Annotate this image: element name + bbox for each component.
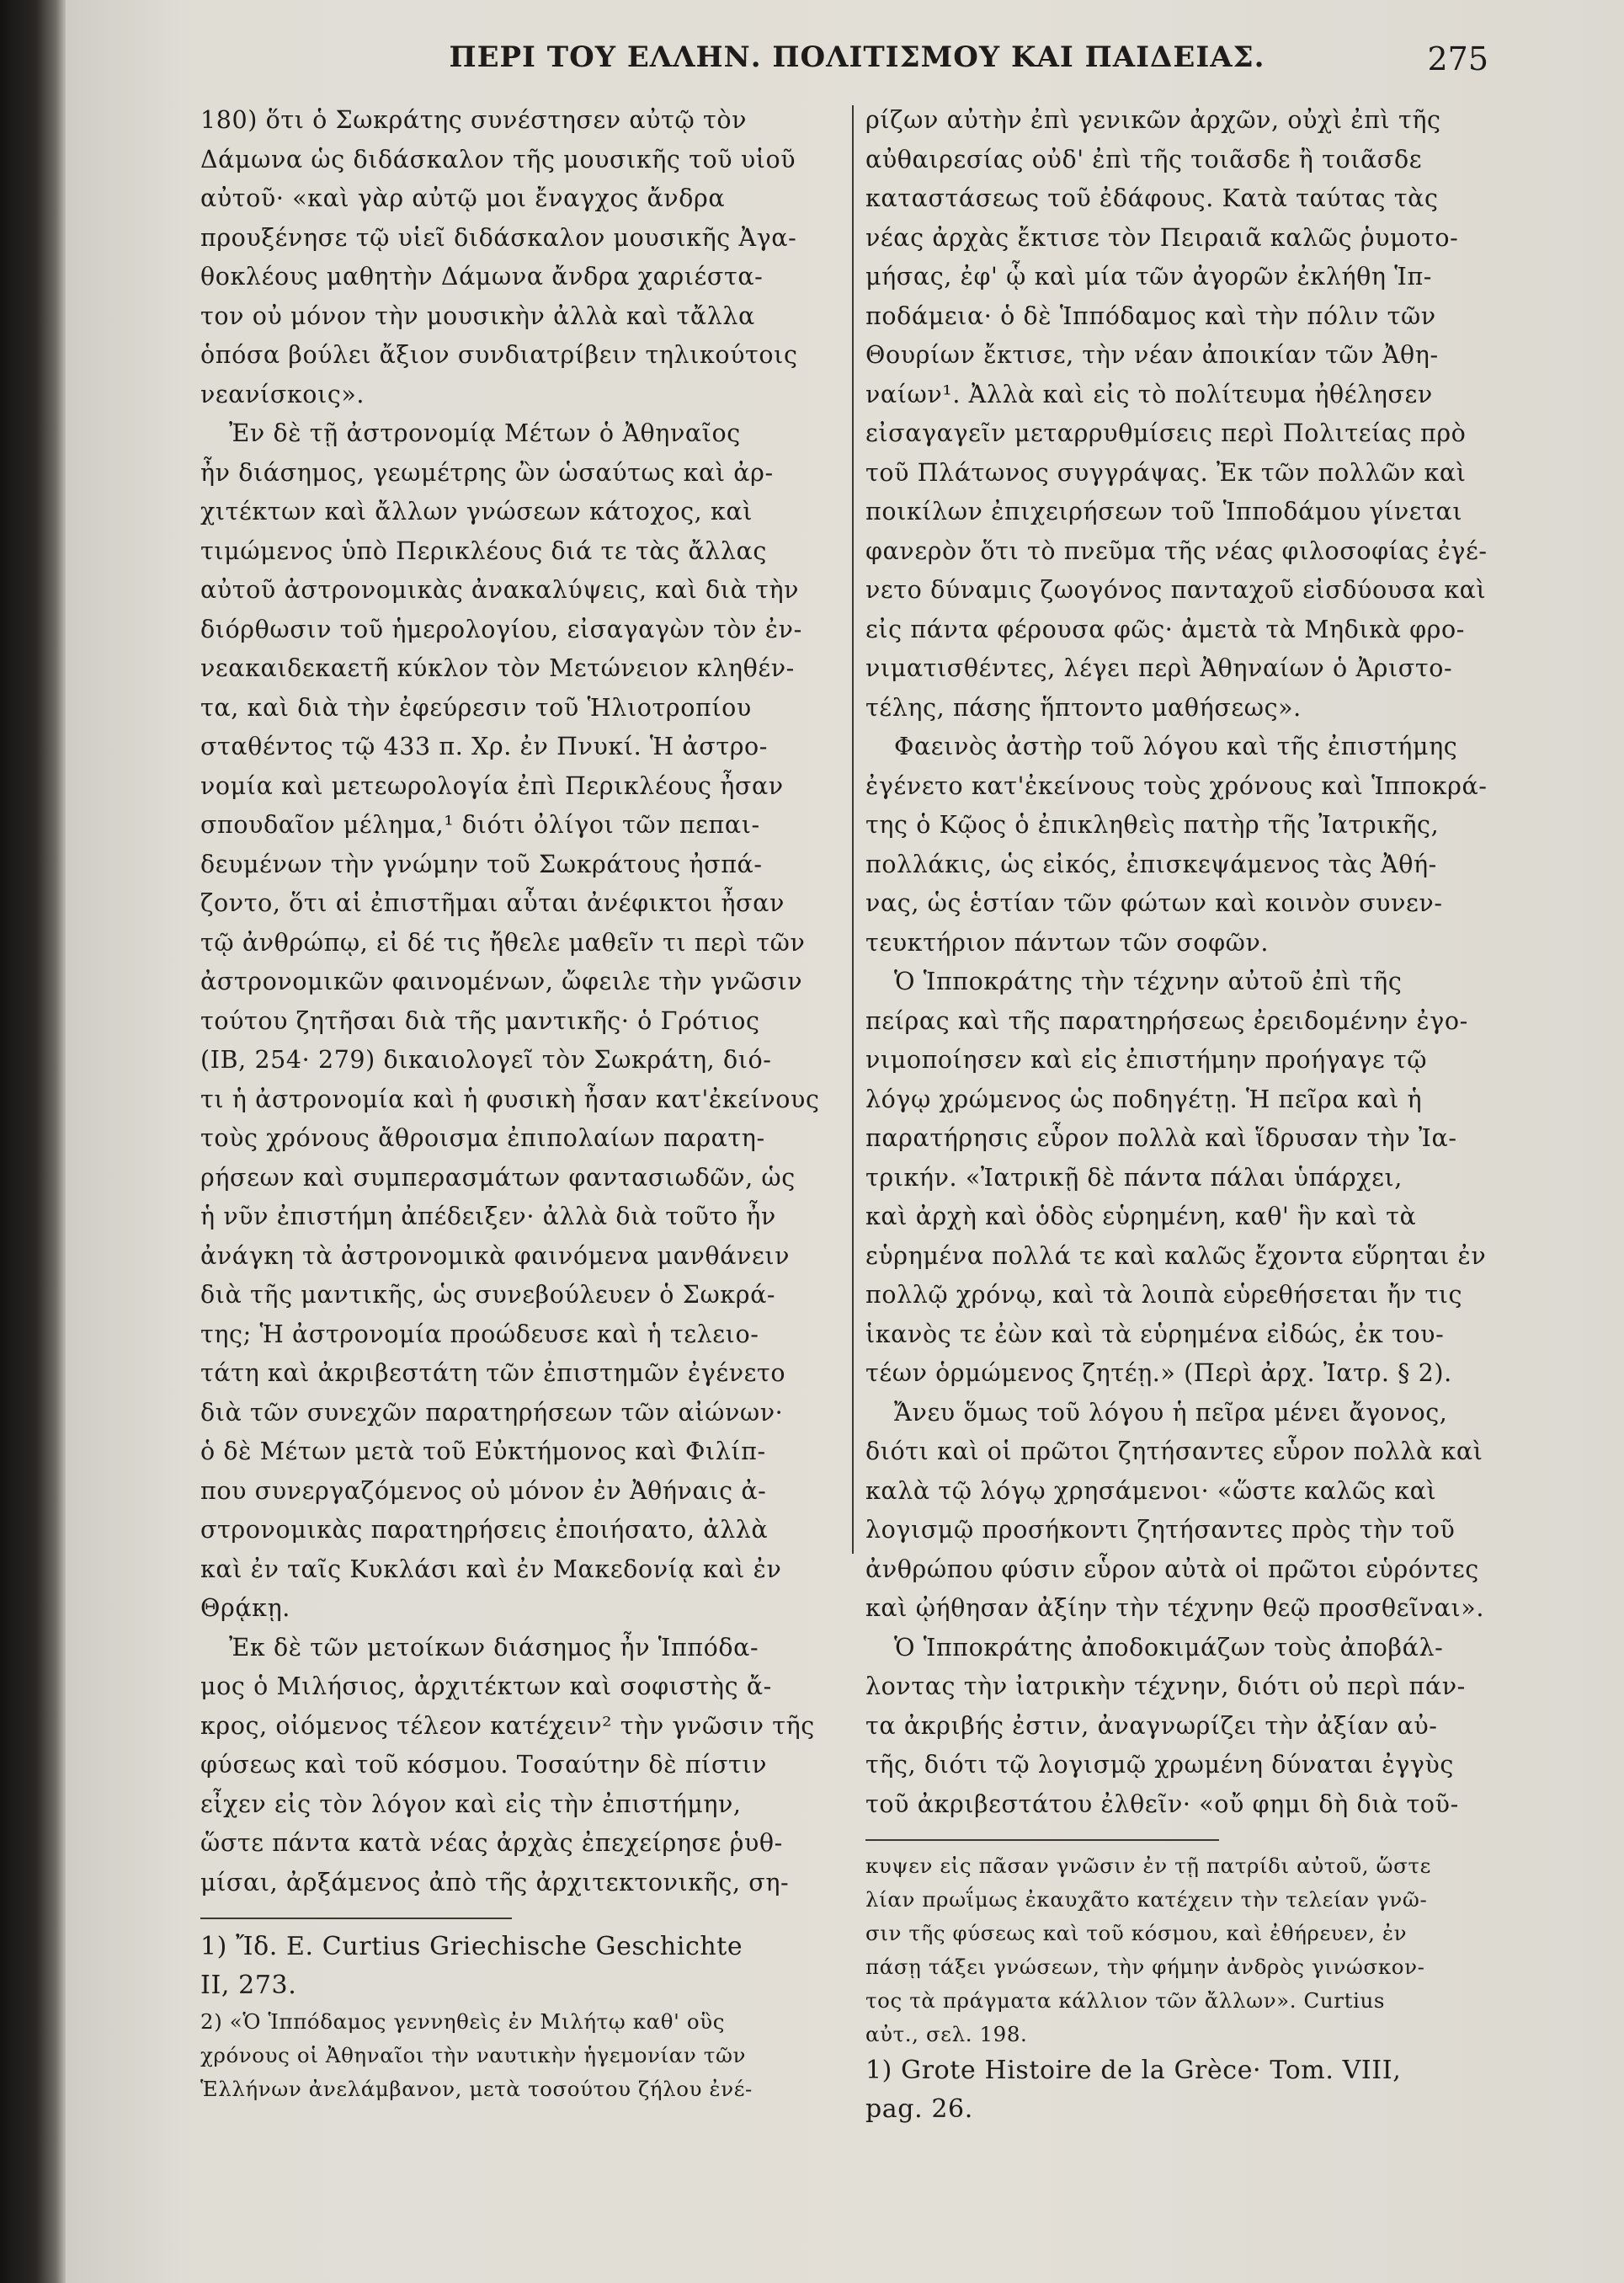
text-line: καλὰ τῷ λόγῳ χρησάμενοι· «ὥστε καλῶς καὶ	[865, 1476, 1437, 1505]
text-line: αὐτοῦ· «καὶ γὰρ αὐτῷ μοι ἔναγχος ἄνδρα	[200, 184, 726, 212]
footnote-line: κυψεν εἰς πᾶσαν γνῶσιν ἐν τῇ πατρίδι αὐτοῦ, ὥστε	[865, 1854, 1431, 1878]
text-line: ἡ νῦν ἐπιστήμη ἀπέδειξεν· ἀλλὰ διὰ τοῦτο ἦν	[200, 1203, 776, 1230]
text-line: τοῦ Πλάτωνος συγγράψας. Ἐκ τῶν πολλῶν καὶ	[865, 458, 1467, 487]
text-line: ὥστε πάντα κατὰ νέας ἀρχὰς ἐπεχείρησε ῥυθ-	[200, 1829, 783, 1857]
page-number: 275	[1427, 40, 1488, 77]
text-line: ὁπόσα βούλει ἄξιον συνδιατρίβειν τηλικούτοις	[200, 341, 798, 369]
text-line: διὰ τῆς μαντικῆς, ὡς συνεβούλευεν ὁ Σωκρά-	[200, 1281, 776, 1309]
text-line: 180) ὅτι ὁ Σωκράτης συνέστησεν αὐτῷ τὸν	[200, 106, 748, 134]
text-line: καὶ ἐν ταῖς Κυκλάσι καὶ ἐν Μακεδονίᾳ καὶ ἐν	[200, 1555, 782, 1583]
text-line: ποδάμεια· ὁ δὲ Ἱππόδαμος καὶ τὴν πόλιν τῶν	[865, 301, 1436, 330]
text-line: ἀστρονομικῶν φαινομένων, ὤφειλε τὴν γνῶσιν	[200, 968, 803, 995]
text-line: τοὺς χρόνους ἄθροισμα ἐπιπολαίων παρατη-	[200, 1124, 765, 1152]
text-line: Ἐκ δὲ τῶν μετοίκων διάσημος ἦν Ἱππόδα-	[229, 1633, 759, 1662]
right-column	[865, 101, 1522, 2240]
text-line: ναίων¹. Ἀλλὰ καὶ εἰς τὸ πολίτευμα ἠθέλησεν	[865, 380, 1433, 408]
text-line: διὰ τῶν συνεχῶν παρατηρήσεων τῶν αἰώνων·	[200, 1398, 784, 1427]
text-line: Ὁ Ἱπποκράτης ἀποδοκιμάζων τοὺς ἀποβάλ-	[894, 1633, 1444, 1662]
text-line: της; Ἡ ἀστρονομία προώδευσε καὶ ἡ τελειο-	[200, 1320, 759, 1348]
text-line: πολλῷ χρόνῳ, καὶ τὰ λοιπὰ εὑρεθήσεται ἤν τις	[865, 1281, 1463, 1309]
text-line: ἀνάγκη τὰ ἀστρονομικὰ φαινόμενα μανθάνειν	[200, 1241, 791, 1270]
running-title: ΠΕΡΙ ΤΟΥ ΕΛΛΗΝ. ΠΟΛΙΤΙΣΜΟΥ ΚΑΙ ΠΑΙΔΕΙΑΣ.	[449, 40, 1265, 74]
footnote-line: 1) Grote Histoire de la Grèce· Tom. VIII,	[865, 2056, 1402, 2085]
text-line: φανερὸν ὅτι τὸ πνεῦμα τῆς νέας φιλοσοφίας ἐγέ-	[865, 536, 1488, 565]
text-line: εἰς πάντα φέρουσα φῶς· ἀμετὰ τὰ Μηδικὰ φρο-	[865, 615, 1466, 643]
text-line: ἐγένετο κατ'ἐκείνους τοὺς χρόνους καὶ Ἱπποκρά-	[865, 771, 1488, 800]
text-line: ὁ δὲ Μέτων μετὰ τοῦ Εὐκτήμονος καὶ Φιλίπ-	[200, 1438, 766, 1465]
text-line: ἀνθρώπου φύσιν εὗρον αὐτὰ οἱ πρῶτοι εὑρόντες	[865, 1555, 1479, 1583]
footnote-line: II, 273.	[200, 1971, 297, 2000]
column-divider	[852, 105, 854, 1554]
text-line: πολλάκις, ὡς εἰκός, ἐπισκεψάμενος τὰς Ἀθή-	[865, 850, 1437, 878]
text-line: σπουδαῖον μέλημα,¹ διότι ὀλίγοι τῶν πεπαι-	[200, 811, 760, 839]
footnote-line: λίαν πρωΐμως ἐκαυχᾶτο κατέχειν τὴν τελείαν γνῶ-	[865, 1887, 1428, 1912]
text-line: τῆς, διότι τῷ λογισμῷ χρωμένη δύναται ἐγγὺς	[865, 1751, 1454, 1779]
left-column	[200, 101, 840, 2240]
text-line: τον οὐ μόνον τὴν μουσικὴν ἀλλὰ καὶ τἄλλα	[200, 301, 755, 330]
text-line: λογισμῷ προσήκοντι ζητήσαντες πρὸς τὴν τοῦ	[865, 1516, 1456, 1544]
footnote-line: χρόνους οἱ Ἀθηναῖοι τὴν ναυτικὴν ἡγεμονίαν τῶν	[200, 2043, 747, 2067]
text-line: πείρας καὶ τῆς παρατηρήσεως ἐρειδομένην ἐγο-	[865, 1006, 1468, 1035]
text-line: Θουρίων ἔκτισε, τὴν νέαν ἀποικίαν τῶν Ἀθη-	[865, 341, 1439, 369]
text-line: τῷ ἀνθρώπῳ, εἰ δέ τις ἤθελε μαθεῖν τι περὶ τῶν	[200, 928, 806, 957]
text-line: νεακαιδεκαετῆ κύκλον τὸν Μετώνειον κληθέν-	[200, 654, 795, 682]
text-line: ζοντο, ὅτι αἱ ἐπιστῆμαι αὗται ἀνέφικτοι ἦσαν	[200, 889, 785, 917]
footnote-line: τος τὰ πράγματα κάλλιον τῶν ἄλλων». Curtius	[865, 1988, 1386, 2013]
footnote-line: αὐτ., σελ. 198.	[865, 2022, 1028, 2046]
text-line: καὶ ἀρχὴ καὶ ὁδὸς εὑρημένη, καθ' ἣν καὶ τὰ	[865, 1203, 1417, 1230]
text-line: Θρᾴκῃ.	[200, 1594, 290, 1622]
running-head	[419, 40, 1539, 84]
text-line: καὶ ᾠήθησαν ἀξίην τὴν τέχνην θεῷ προσθεῖναι».	[865, 1594, 1484, 1622]
text-line: σταθέντος τῷ 433 π. Χρ. ἐν Πνυκί. Ἡ ἀστρο-	[200, 733, 769, 760]
text-line: νέας ἀρχὰς ἔκτισε τὸν Πειραιᾶ καλῶς ῥυμοτο-	[865, 223, 1459, 252]
text-line: διότι καὶ οἱ πρῶτοι ζητήσαντες εὗρον πολλὰ καὶ	[865, 1438, 1483, 1465]
text-line: τα ἀκριβής ἐστιν, ἀναγνωρίζει τὴν ἀξίαν αὐ-	[865, 1711, 1438, 1740]
footnote-line: 2) «Ὁ Ἱππόδαμος γεννηθεὶς ἐν Μιλήτῳ καθ' οὓς	[200, 2009, 726, 2034]
text-line: φύσεως καὶ τοῦ κόσμου. Τοσαύτην δὲ πίστιν	[200, 1751, 768, 1779]
footnote-rule	[200, 1918, 512, 1919]
text-line: στρονομικὰς παρατηρήσεις ἐποιήσατο, ἀλλὰ	[200, 1516, 769, 1544]
text-line: τιμώμενος ὑπὸ Περικλέους διά τε τὰς ἄλλας	[200, 536, 767, 565]
text-line: λόγῳ χρώμενος ὡς ποδηγέτῃ. Ἡ πεῖρα καὶ ἡ	[865, 1085, 1423, 1113]
text-line: μήσας, ἐφ' ᾧ καὶ μία τῶν ἀγορῶν ἐκλήθη Ἱπ-	[865, 263, 1433, 291]
text-line: ρίζων αὐτὴν ἐπὶ γενικῶν ἀρχῶν, οὐχὶ ἐπὶ τῆς	[865, 106, 1441, 134]
text-line: νετο δύναμις ζωογόνος πανταχοῦ εἰσδύουσα καὶ	[865, 576, 1487, 604]
text-line: τούτου ζητῆσαι διὰ τῆς μαντικῆς· ὁ Γρότιος	[200, 1006, 760, 1035]
footnote-line: pag. 26.	[865, 2094, 973, 2124]
text-line: τάτη καὶ ἀκριβεστάτη τῶν ἐπιστημῶν ἐγένετο	[200, 1359, 786, 1387]
text-line: τα, καὶ διὰ τὴν ἐφεύρεσιν τοῦ Ἡλιοτροπίου	[200, 693, 752, 722]
text-line: τέλης, πάσης ἥπτοντο μαθήσεως».	[865, 693, 1302, 722]
text-line: τρικήν. «Ἰατρικῇ δὲ πάντα πάλαι ὑπάρχει,	[865, 1163, 1403, 1192]
text-line: λοντας τὴν ἰατρικὴν τέχνην, διότι οὐ περὶ πάν-	[865, 1672, 1466, 1700]
text-line: εὑρημένα πολλά τε καὶ καλῶς ἔχοντα εὕρηται ἐν	[865, 1241, 1487, 1270]
text-line: που συνεργαζόμενος οὐ μόνον ἐν Ἀθήναις ἀ-	[200, 1476, 767, 1505]
text-line: τευκτήριον πάντων τῶν σοφῶν.	[865, 928, 1270, 957]
text-line: ρήσεων καὶ συμπερασμάτων φαντασιωδῶν, ὡς	[200, 1163, 796, 1192]
text-line: ἱκανὸς τε ἐὼν καὶ τὰ εὑρημένα εἰδώς, ἐκ του-	[865, 1320, 1445, 1348]
text-line: αὐτοῦ ἀστρονομικὰς ἀνακαλύψεις, καὶ διὰ τὴν	[200, 576, 800, 604]
text-line: θοκλέους μαθητὴν Δάμωνα ἄνδρα χαριέστα-	[200, 263, 764, 291]
text-line: ποικίλων ἐπιχειρήσεων τοῦ Ἱπποδάμου γίνεται	[865, 498, 1463, 525]
footnote-line: Ἑλλήνων ἀνελάμβανον, μετὰ τοσούτου ζήλου ἐνέ-	[200, 2077, 753, 2101]
text-line: εἶχεν εἰς τὸν λόγον καὶ εἰς τὴν ἐπιστήμην,	[200, 1790, 742, 1818]
text-line: προυξένησε τῷ υἱεῖ διδάσκαλον μουσικῆς Ἀγα-	[200, 223, 797, 252]
text-line: τοῦ ἀκριβεστάτου ἐλθεῖν· «οὔ φημι δὴ διὰ τοῦ-	[865, 1790, 1459, 1818]
text-line: διόρθωσιν τοῦ ἡμερολογίου, εἰσαγαγὼν τὸν ἐν-	[200, 615, 802, 643]
text-line: νεανίσκοις».	[200, 380, 365, 408]
footnote-rule	[865, 1839, 1219, 1841]
text-line: εἰσαγαγεῖν μεταρρυθμίσεις περὶ Πολιτείας πρὸ	[865, 419, 1467, 447]
text-line: Ἐν δὲ τῇ ἀστρονομίᾳ Μέτων ὁ Ἀθηναῖος	[229, 419, 741, 447]
text-line: (IB, 254· 279) δικαιολογεῖ τὸν Σωκράτη, διό-	[200, 1046, 772, 1074]
text-line: καταστάσεως τοῦ ἐδάφους. Κατὰ ταύτας τὰς	[865, 184, 1439, 212]
text-line: χιτέκτων καὶ ἄλλων γνώσεων κάτοχος, καὶ	[200, 498, 753, 525]
text-line: ἦν διάσημος, γεωμέτρης ὢν ὡσαύτως καὶ ἀρ-	[200, 458, 774, 487]
text-line: νιματισθέντες, λέγει περὶ Ἀθηναίων ὁ Ἀριστο-	[865, 654, 1453, 682]
footnote-line: σιν τῆς φύσεως καὶ τοῦ κόσμου, καὶ ἐθήρευεν, ἐν	[865, 1921, 1408, 1945]
text-line: κρος, οἰόμενος τέλεον κατέχειν² τὴν γνῶσιν τῆς	[200, 1711, 815, 1740]
text-line: μος ὁ Μιλήσιος, ἀρχιτέκτων καὶ σοφιστὴς ἄ-	[200, 1672, 772, 1700]
text-line: της ὁ Κῷος ὁ ἐπικληθεὶς πατὴρ τῆς Ἰατρικῆς,	[865, 811, 1440, 839]
text-line: τέων ὁρμώμενος ζητέῃ.» (Περὶ ἀρχ. Ἰατρ. § 2).	[865, 1359, 1452, 1387]
text-line: νομία καὶ μετεωρολογία ἐπὶ Περικλέους ἦσαν	[200, 771, 784, 800]
text-line: Ὁ Ἱπποκράτης τὴν τέχνην αὐτοῦ ἐπὶ τῆς	[894, 968, 1403, 995]
text-line: νιμοποίησεν καὶ εἰς ἐπιστήμην προήγαγε τῷ	[865, 1046, 1428, 1074]
text-line: Φαεινὸς ἀστὴρ τοῦ λόγου καὶ τῆς ἐπιστήμης	[894, 733, 1458, 760]
text-line: Δάμωνα ὡς διδάσκαλον τῆς μουσικῆς τοῦ υἱοῦ	[200, 145, 796, 173]
text-line: αὐθαιρεσίας οὐδ' ἐπὶ τῆς τοιᾶσδε ἢ τοιᾶσδε	[865, 145, 1423, 173]
text-line: τι ἡ ἀστρονομία καὶ ἡ φυσικὴ ἦσαν κατ'ἐκείνους	[200, 1085, 820, 1113]
footnote-line: 1) Ἴδ. E. Curtius Griechische Geschichte	[200, 1932, 743, 1961]
text-line: παρατήρησις εὗρον πολλὰ καὶ ἵδρυσαν τὴν Ἰα-	[865, 1124, 1457, 1152]
text-line: μίσαι, ἀρξάμενος ἀπὸ τῆς ἀρχιτεκτονικῆς, ση-	[200, 1868, 790, 1896]
footnote-line: πάσῃ τάξει γνώσεων, τὴν φήμην ἀνδρὸς γινώσκον-	[865, 1955, 1425, 1979]
text-line: δευμένων τὴν γνώμην τοῦ Σωκράτους ἠσπά-	[200, 850, 763, 878]
book-page	[66, 0, 1624, 2283]
text-line: Ἄνευ ὅμως τοῦ λόγου ἡ πεῖρα μένει ἄγονος,	[894, 1398, 1448, 1427]
text-line: νας, ὡς ἑστίαν τῶν φώτων καὶ κοινὸν συνεν-	[865, 889, 1443, 917]
book-binding-shadow	[0, 0, 66, 2283]
